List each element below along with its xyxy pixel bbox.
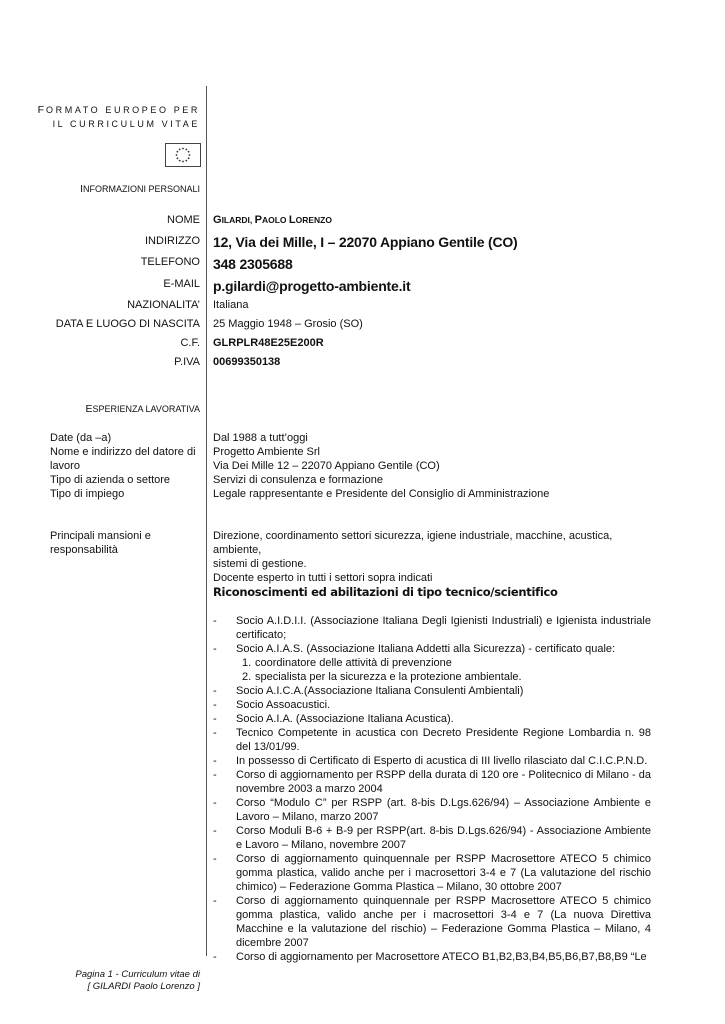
list-item: - Corso di aggiornamento quinquennale per RSPP Macrosettore ATECO 5 chimico gomma plastica, valido anche per i macrosettori 3-4 e 7 (La nuova Direttiva Macchine e la valutazione del rischio) – Federazione Gomma Plastica – Milano, 4 dicembre 2007 (213, 894, 651, 950)
recognitions-list (213, 614, 651, 964)
duties-line-2: sistemi di gestione. (213, 558, 307, 570)
list-item: - Corso Moduli B-6 + B-9 per RSPP(art. 8-bis D.Lgs.626/94) - Associazione Ambiente e Lavoro – Milano, novembre 2007 (213, 824, 651, 852)
address-label: INDIRIZZO (145, 235, 200, 247)
list-item: - Corso “Modulo C” per RSPP (art. 8-bis D.Lgs.626/94) – Associazione Ambiente e Lavoro – Milano, marzo 2007 (213, 796, 651, 824)
list-item: - In possesso di Certificato di Esperto di acustica di III livello rilasciato dal C.I.C.P.N.D. (213, 754, 651, 768)
company-type-value: Servizi di consulenza e formazione (213, 474, 383, 486)
employer-label: Nome e indirizzo del datore di (50, 446, 196, 458)
nationality-label: NAZIONALITA’ (127, 299, 200, 311)
list-item: - Socio Assoacustici. (213, 698, 651, 712)
experience-labels (50, 431, 196, 501)
vertical-divider (206, 86, 207, 956)
duties-line-1: Direzione, coordinamento settori sicurezza, igiene industriale, macchine, acustica, ambiente, (213, 530, 613, 556)
duties-label (50, 529, 151, 557)
eu-flag-icon (165, 143, 201, 167)
duties-label-line-1: Principali mansioni e (50, 530, 151, 542)
document-title-line-1: FORMATO EUROPEO PER (37, 104, 200, 116)
footer-line-2: [ GILARDI Paolo Lorenzo ] (87, 981, 200, 992)
list-item: - Socio A.I.D.I.I. (Associazione Italiana Degli Igienisti Industriali) e Igienista industriale certificato; (213, 614, 651, 642)
job-type-value: Legale rappresentante e Presidente del Consiglio di Amministrazione (213, 488, 550, 500)
list-item: - Corso di aggiornamento per Macrosettore ATECO B1,B2,B3,B4,B5,B6,B7,B8,B9 “Le (213, 950, 651, 964)
duties-line-3: Docente esperto in tutti i settori sopra indicati (213, 572, 433, 584)
experience-values (213, 431, 653, 501)
list-item: - Socio A.I.A. (Associazione Italiana Acustica). (213, 712, 651, 726)
piva-value: 00699350138 (213, 356, 281, 368)
employer-name: Progetto Ambiente Srl (213, 446, 321, 458)
email-label: E-MAIL (163, 278, 200, 290)
section-personal-info: INFORMAZIONI PERSONALI (80, 183, 200, 195)
company-type-label: Tipo di azienda o settore (50, 474, 171, 486)
piva-label: P.IVA (174, 356, 200, 368)
birth-value: 25 Maggio 1948 – Grosio (SO) (213, 318, 363, 330)
page-footer (75, 969, 200, 993)
nationality-value: Italiana (213, 299, 249, 311)
section-work-experience: ESPERIENZA LAVORATIVA (85, 403, 200, 415)
list-item: - Tecnico Competente in acustica con Decreto Presidente Regione Lombardia n. 98 del 13/01/99. (213, 726, 651, 754)
address-value: 12, Via dei Mille, I – 22070 Appiano Gentile (CO) (213, 234, 518, 250)
job-type-label: Tipo di impiego (50, 488, 125, 500)
employer-address: Via Dei Mille 12 – 22070 Appiano Gentile (CO) (213, 460, 440, 472)
date-value: Dal 1988 a tutt’oggi (213, 432, 308, 444)
list-item-numbered: 2. specialista per la sicurezza e la protezione ambientale. (242, 671, 522, 683)
list-item: - Corso di aggiornamento per RSPP della durata di 120 ore - Politecnico di Milano - da novembre 2003 a marzo 2004 (213, 768, 651, 796)
list-item-numbered: 1. coordinatore delle attività di prevenzione (242, 657, 452, 669)
document-title-line-2: IL CURRICULUM VITAE (52, 119, 200, 129)
phone-value: 348 2305688 (213, 256, 293, 272)
cf-value: GLRPLR48E25E200R (213, 337, 324, 349)
phone-label: TELEFONO (140, 256, 200, 268)
list-item: - Socio A.I.A.S. (Associazione Italiana Addetti alla Sicurezza) - certificato quale: (213, 642, 651, 656)
date-label: Date (da –a) (50, 432, 112, 444)
list-item: - Socio A.I.C.A.(Associazione Italiana Consulenti Ambientali) (213, 684, 651, 698)
birth-label: DATA E LUOGO DI NASCITA (55, 318, 200, 330)
employer-label-cont: lavoro (50, 460, 80, 472)
email-value: p.gilardi@progetto-ambiente.it (213, 278, 411, 294)
name-value: GILARDI, PAOLO LORENZO (213, 214, 332, 226)
list-item: - Corso di aggiornamento quinquennale per RSPP Macrosettore ATECO 5 chimico gomma plastica, valido anche per i macrosettori 3-4 e 7 (La valutazione del rischio chimico) – Federazione Gomma Plastica – Milano, 30 ottobre 2007 (213, 852, 651, 894)
name-label: NOME (167, 214, 200, 226)
duties-text (213, 529, 653, 585)
duties-label-line-2: responsabilità (50, 544, 118, 556)
footer-line-1: Pagina 1 - Curriculum vitae di (75, 969, 200, 980)
cf-label: C.F. (180, 337, 200, 349)
recognitions-heading: Riconoscimenti ed abilitazioni di tipo tecnico/scientifico (213, 585, 558, 599)
